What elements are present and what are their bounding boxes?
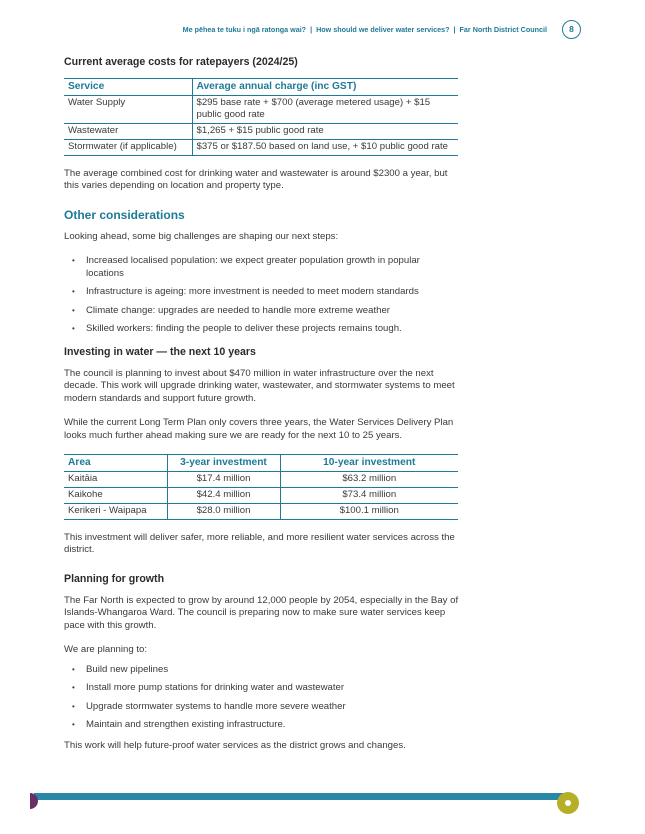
- list-item: • Maintain and strengthen existing infrastructure.: [64, 719, 459, 732]
- three-year-cell: $28.0 million: [167, 503, 280, 519]
- three-year-cell: $42.4 million: [167, 487, 280, 503]
- table-row: [64, 123, 458, 139]
- table-row: [64, 487, 458, 503]
- header-maori-title: Me pēhea te tuku i ngā ratonga wai?: [182, 25, 307, 34]
- header-english-title: How should we deliver water services?: [316, 25, 450, 34]
- costs-col-service: Service: [64, 79, 192, 96]
- investment-table: [64, 454, 458, 520]
- growth-heading: Planning for growth: [64, 572, 165, 585]
- investment-table-header-row: [64, 455, 458, 472]
- charge-cell: $295 base rate + $700 (average metered usage) + $15 public good rate: [192, 95, 458, 123]
- charge-cell: $375 or $187.50 based on land use, + $10 public good rate: [192, 139, 458, 155]
- investing-paragraph-2: While the current Long Term Plan only covers three years, the Water Services Delivery Plan looks much further ahead making sure we are ready for the next 10 to 25 years.: [64, 417, 454, 441]
- costs-col-charge: Average annual charge (inc GST): [192, 79, 458, 96]
- footer-dot-icon: [557, 792, 579, 814]
- ten-year-cell: $100.1 million: [280, 503, 458, 519]
- investing-heading: Investing in water — the next 10 years: [64, 345, 256, 358]
- header-separator: |: [310, 25, 313, 34]
- list-item: • Infrastructure is ageing: more investment is needed to meet modern standards: [64, 286, 459, 299]
- costs-note: The average combined cost for drinking water and wastewater is around $2300 a year, but this varies depending on location and property type.: [64, 167, 448, 191]
- costs-table-header-row: [64, 79, 458, 96]
- list-item: • Install more pump stations for drinking water and wastewater: [64, 682, 459, 695]
- investment-col-3yr: 3-year investment: [167, 455, 280, 472]
- area-cell: Kerikeri - Waipapa: [64, 503, 167, 519]
- list-item: • Skilled workers: finding the people to deliver these projects remains tough.: [64, 323, 459, 336]
- investing-note: This investment will deliver safer, more reliable, and more resilient water services across the district.: [64, 531, 455, 555]
- list-item: • Increased localised population: we expect greater population growth in popular locations: [64, 255, 459, 280]
- table-row: [64, 471, 458, 487]
- running-header: [183, 25, 547, 34]
- header-separator: |: [453, 25, 456, 34]
- costs-heading: Current average costs for ratepayers (2024/25): [64, 56, 298, 68]
- table-row: [64, 95, 458, 123]
- growth-intro: We are planning to:: [64, 644, 148, 655]
- footer-bar: [34, 793, 570, 800]
- three-year-cell: $17.4 million: [167, 471, 280, 487]
- area-cell: Kaitāia: [64, 471, 167, 487]
- considerations-heading: Other considerations: [64, 207, 185, 222]
- costs-table: [64, 78, 458, 156]
- considerations-list: [64, 255, 459, 336]
- growth-closing: This work will help future-proof water services as the district grows and changes.: [64, 739, 406, 751]
- ten-year-cell: $63.2 million: [280, 471, 458, 487]
- growth-paragraph: The Far North is expected to grow by around 12,000 people by 2054, especially in the Bay of Islands-Whangaroa Ward. The council is preparing now to make sure water services keep pace with this growth.: [64, 594, 459, 631]
- investment-col-10yr: 10-year investment: [280, 455, 458, 472]
- list-item: • Build new pipelines: [64, 664, 459, 677]
- service-cell: Wastewater: [64, 123, 192, 139]
- list-item: • Climate change: upgrades are needed to handle more extreme weather: [64, 305, 459, 318]
- table-row: [64, 139, 458, 155]
- service-cell: Water Supply: [64, 95, 192, 123]
- considerations-intro: Looking ahead, some big challenges are shaping our next steps:: [64, 230, 339, 242]
- header-council-name: Far North District Council: [459, 25, 547, 34]
- page-number: 8: [562, 20, 581, 39]
- investing-paragraph-1: The council is planning to invest about $470 million in water infrastructure over the next decade. This work will upgrade drinking water, wastewater, and stormwater systems to meet modern standards and support future growth.: [64, 367, 455, 404]
- table-row: [64, 503, 458, 519]
- growth-list: [64, 664, 459, 732]
- charge-cell: $1,265 + $15 public good rate: [192, 123, 458, 139]
- page-content: [64, 56, 459, 762]
- list-item: • Upgrade stormwater systems to handle more severe weather: [64, 701, 459, 714]
- investment-col-area: Area: [64, 455, 167, 472]
- service-cell: Stormwater (if applicable): [64, 139, 192, 155]
- ten-year-cell: $73.4 million: [280, 487, 458, 503]
- area-cell: Kaikohe: [64, 487, 167, 503]
